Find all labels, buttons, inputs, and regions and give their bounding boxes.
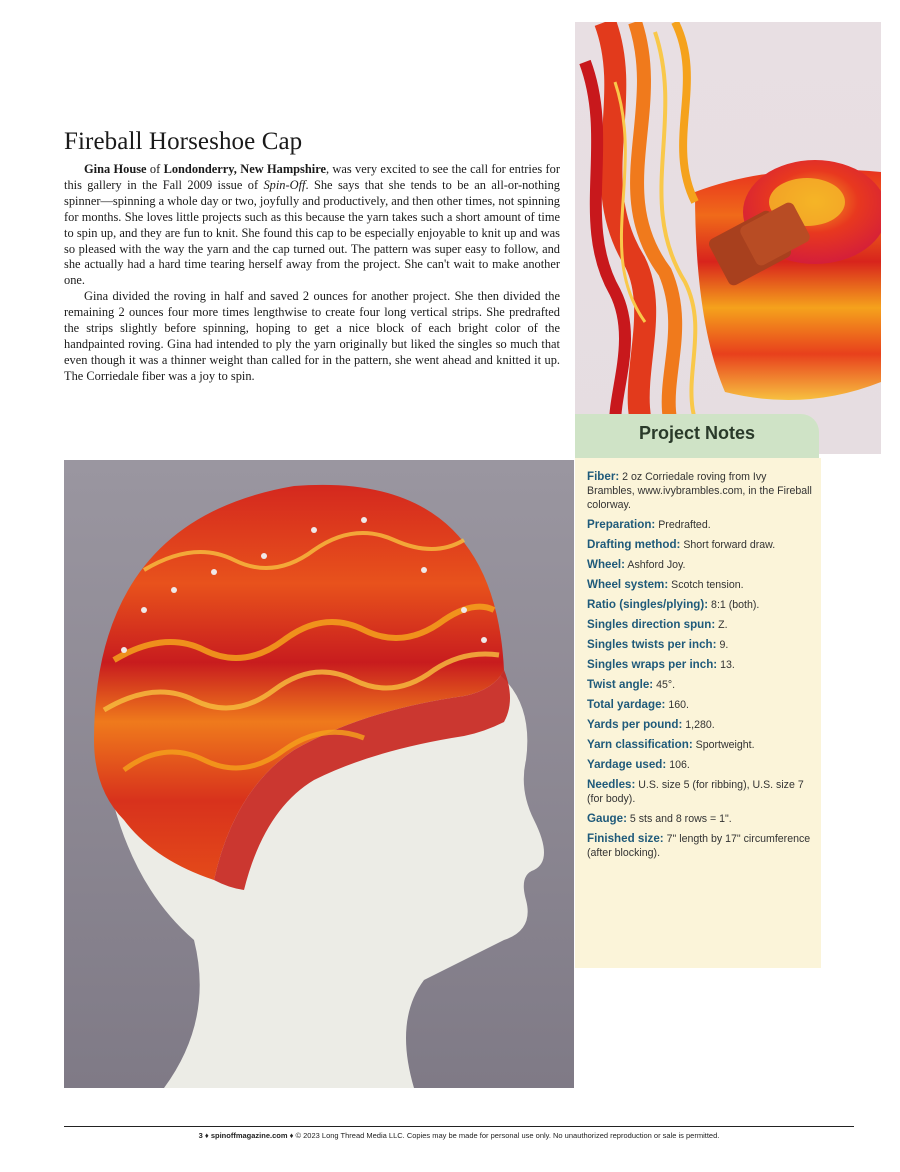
note-item: Yardage used: 106. <box>587 758 690 771</box>
note-item: Singles wraps per inch: 13. <box>587 658 735 671</box>
note-item: Drafting method: Short forward draw. <box>587 538 776 551</box>
project-notes-heading: Project Notes <box>638 423 756 443</box>
cap-photo <box>64 460 574 1088</box>
note-item: Wheel: Ashford Joy. <box>587 558 686 571</box>
footer-rule <box>64 1126 854 1127</box>
page-footer: 3 ♦ spinoffmagazine.com ♦ © 2023 Long Thread Media LLC. Copies may be made for personal use only. No unauthorized reproduction or sale is permitted. <box>198 1131 720 1140</box>
article-title: Fireball Horseshoe Cap <box>64 128 303 155</box>
note-item: Finished size: 7" length by 17" circumference (after blocking). <box>587 832 811 859</box>
note-item: Total yardage: 160. <box>587 698 689 711</box>
note-item: Gauge: 5 sts and 8 rows = 1". <box>587 812 732 825</box>
designer-location: Londonderry, New Hampshire <box>163 162 326 176</box>
page-number: 3 <box>198 1131 203 1140</box>
note-item: Twist angle: 45°. <box>587 678 676 691</box>
magazine-name: Spin-Off <box>263 177 306 192</box>
article-paragraph-1: Gina House of Londonderry, New Hampshire, was very excited to see the call for entries for this gallery in the Fall 2009 issue of Spin-Off. She says that she tends to be an all-or-nothing spinner—spinning a whole day or two, joyfully and productively, and then other times, not spinning for months. She loves little projects such as this because the yarn takes such a short amount of time to spin up, and they are fun to knit. She found this cap to be especially enjoyable to knit up and was so pleased with the way the yarn and the cap turned out. The pattern was super easy to follow, and she actually had a hard time tearing herself away from the project. She can't wait to make another one. <box>64 162 560 288</box>
note-item: Ratio (singles/plying): 8:1 (both). <box>587 598 760 611</box>
note-item: Yards per pound: 1,280. <box>587 718 715 731</box>
note-item: Preparation: Predrafted. <box>587 518 711 531</box>
note-item: Singles twists per inch: 9. <box>587 638 729 651</box>
copyright: © 2023 Long Thread Media LLC. Copies may be made for personal use only. No unauthorized reproduction or sale is permitted. <box>295 1131 720 1140</box>
mannequin-cap-illustration <box>64 460 574 1088</box>
note-item: Wheel system: Scotch tension. <box>587 578 744 591</box>
project-notes-tab <box>575 414 819 458</box>
note-item: Singles direction spun: Z. <box>587 618 728 631</box>
note-item: Needles: U.S. size 5 (for ribbing), U.S. size 7 (for body). <box>587 778 804 805</box>
yarn-photo <box>575 22 881 454</box>
yarn-skein-illustration <box>575 22 881 454</box>
article-paragraph-2: Gina divided the roving in half and saved 2 ounces for another project. She then divided the remaining 2 ounces four more times lengthwise to create four long vertical strips. She predrafted the strips slightly before spinning, hoping to get a nice block of each bright color of the handpainted roving. Gina had intended to ply the yarn originally but liked the singles so much that even though it was a thinner weight than called for in the pattern, she went ahead and knitted it up. The Corriedale fiber was a joy to spin. <box>64 289 560 383</box>
note-item: Fiber: 2 oz Corriedale roving from Ivy Brambles, www.ivybrambles.com, in the Fireball colorway. <box>587 470 812 511</box>
designer-name: Gina House <box>84 162 147 176</box>
note-item: Yarn classification: Sportweight. <box>587 738 755 751</box>
article <box>64 128 560 385</box>
project-notes-panel <box>575 458 821 968</box>
footer-site: spinoffmagazine.com <box>210 1131 288 1140</box>
